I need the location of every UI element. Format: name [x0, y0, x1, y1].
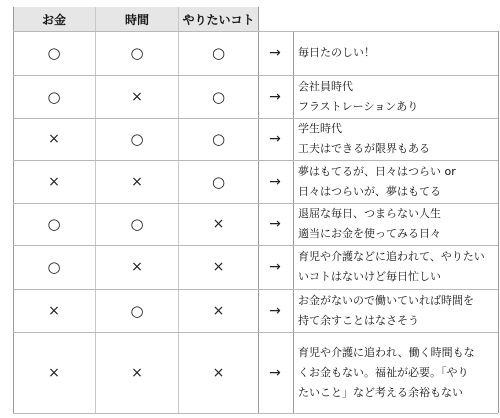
row-description — [298, 343, 496, 403]
description-line: フラストレーションあり — [298, 99, 419, 113]
arrow-icon: → — [269, 131, 281, 147]
grid-hline — [13, 332, 498, 333]
description-line: 育児や介護などに追われて、やりたい — [298, 250, 485, 263]
wants-symbol: × — [212, 364, 225, 381]
wants-symbol: × — [212, 302, 225, 319]
arrow-icon: → — [269, 88, 281, 105]
description-line: くお金もない。福祉が必要。「やり — [298, 365, 469, 379]
row-description — [298, 162, 496, 202]
description-line: 会社員時代 — [298, 79, 353, 93]
grid-hline — [13, 245, 498, 246]
description-line: 工夫はできるが限界もある — [298, 142, 430, 155]
time-symbol: ○ — [130, 130, 144, 148]
wants-symbol: × — [212, 216, 225, 232]
description-line: 学生時代 — [298, 122, 342, 135]
time-symbol: × — [131, 88, 143, 105]
grid-hline — [13, 413, 498, 414]
money-symbol: ○ — [47, 215, 61, 233]
money-symbol: × — [48, 302, 60, 319]
row-description — [298, 119, 496, 159]
wants-symbol: ○ — [211, 44, 226, 62]
money-symbol: × — [48, 173, 60, 190]
time-symbol: × — [131, 364, 143, 381]
money-symbol: × — [48, 364, 60, 381]
row-description — [298, 291, 496, 331]
time-symbol: ○ — [130, 44, 144, 62]
header-money: お金 — [13, 7, 95, 31]
row-description — [298, 204, 496, 244]
arrow-icon: → — [269, 259, 281, 275]
wants-symbol: ○ — [211, 87, 226, 106]
row-description — [298, 77, 496, 117]
time-symbol: × — [131, 259, 143, 275]
grid-vline — [498, 31, 499, 413]
header-arrow-spacer — [262, 7, 292, 31]
arrow-icon: → — [269, 173, 281, 190]
arrow-icon: → — [269, 216, 281, 232]
money-symbol: ○ — [47, 258, 61, 276]
grid-hline — [13, 31, 498, 32]
row-description — [298, 43, 496, 63]
grid-vline — [13, 7, 14, 413]
money-symbol: × — [48, 131, 60, 147]
time-symbol: ○ — [130, 301, 144, 320]
description-line: 日々はつらいが、夢はもてる — [298, 184, 441, 198]
description-line: 育児や介護に追われ、働く時間もな — [298, 345, 475, 359]
description-line: お金がないので働いていれば時間を — [298, 293, 474, 307]
wants-symbol: ○ — [211, 130, 226, 148]
grid-vline — [258, 7, 259, 413]
wants-symbol: × — [212, 259, 225, 275]
time-symbol: ○ — [130, 215, 144, 233]
arrow-icon: → — [269, 45, 281, 61]
description-line: 毎日たのしい！ — [298, 46, 375, 59]
header-description-spacer — [293, 7, 498, 31]
description-line: たいこと」など考える余裕もない — [298, 385, 463, 399]
arrow-icon: → — [269, 364, 281, 381]
wants-symbol: ○ — [211, 172, 226, 191]
money-symbol: ○ — [47, 44, 61, 62]
description-line: 適当にお金を使ってみる日々 — [298, 227, 441, 240]
time-symbol: × — [131, 173, 143, 190]
grid-vline — [293, 31, 294, 413]
grid-vline — [95, 7, 96, 413]
arrow-icon: → — [269, 302, 281, 319]
description-line: いコトはないけど毎日忙しい — [298, 270, 441, 283]
header-wants: やりたいコト — [179, 7, 258, 31]
description-line: 夢はもてるが、日々はつらい or — [298, 164, 456, 178]
header-time: 時間 — [96, 7, 178, 31]
money-symbol: ○ — [47, 87, 61, 106]
description-line: 持て余すことはなさそう — [298, 313, 419, 327]
row-description — [298, 247, 496, 287]
description-line: 退屈な毎日、つまらない人生 — [298, 207, 441, 220]
grid-vline — [178, 7, 179, 413]
